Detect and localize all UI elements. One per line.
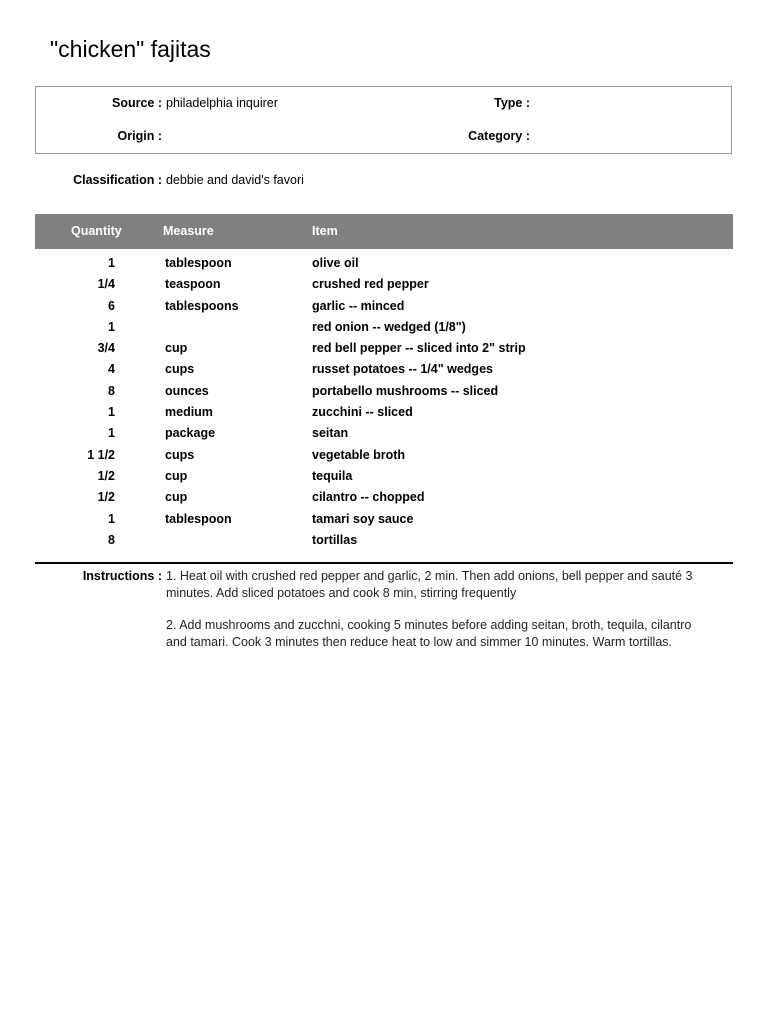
- ingredient-item: portabello mushrooms -- sliced: [312, 383, 499, 398]
- ingredient-quantity: 1: [108, 511, 115, 526]
- ingredients-table-body: [0, 255, 768, 553]
- instruction-step: 2. Add mushrooms and zucchni, cooking 5 minutes before adding seitan, broth, tequila, cilantro and tamari. Cook 3 minutes then reduce heat to low and simmer 10 minutes. Warm tortillas.: [166, 618, 692, 649]
- ingredient-quantity: 1/4: [97, 277, 115, 292]
- table-row: [0, 447, 768, 468]
- ingredient-item: tamari soy sauce: [312, 511, 414, 526]
- meta-row-origin-category: [36, 128, 733, 144]
- ingredient-measure: tablespoons: [165, 298, 239, 313]
- recipe-meta-box: [35, 86, 732, 154]
- ingredient-item: red bell pepper -- sliced into 2" strip: [312, 341, 526, 356]
- ingredient-measure: cups: [165, 447, 195, 462]
- ingredient-quantity: 1: [108, 256, 115, 270]
- ingredient-item: red onion -- wedged (1/8"): [312, 319, 466, 334]
- ingredient-item: garlic -- minced: [312, 298, 405, 313]
- ingredient-item: tequila: [312, 468, 353, 483]
- ingredient-measure: cup: [165, 341, 188, 356]
- classification-value: debbie and david's favori: [166, 173, 304, 187]
- table-row: [0, 468, 768, 489]
- ingredient-measure: cup: [165, 490, 188, 505]
- table-row: [0, 511, 768, 532]
- ingredient-quantity: 1: [108, 319, 115, 334]
- ingredient-quantity: 1/2: [97, 490, 115, 505]
- ingredient-quantity: 1: [108, 405, 115, 420]
- ingredient-measure: teaspoon: [165, 277, 221, 292]
- recipe-title: "chicken" fajitas: [50, 36, 211, 62]
- classification-label: Classification :: [73, 173, 162, 187]
- table-row: [0, 383, 768, 404]
- section-divider: [35, 562, 733, 564]
- table-row: [0, 532, 768, 553]
- ingredient-measure: package: [165, 426, 216, 441]
- table-row: [0, 425, 768, 446]
- table-row: [0, 298, 768, 319]
- item-column-header: Item: [312, 224, 338, 238]
- ingredient-quantity: 1/2: [97, 468, 115, 483]
- ingredient-measure: ounces: [165, 383, 209, 398]
- origin-label: Origin :: [117, 129, 162, 143]
- measure-column-header: Measure: [163, 224, 214, 238]
- table-row: [0, 340, 768, 361]
- ingredient-item: cilantro -- chopped: [312, 490, 425, 505]
- ingredient-quantity: 8: [108, 383, 115, 398]
- ingredients-table-header: [35, 214, 733, 249]
- ingredient-item: crushed red pepper: [312, 277, 429, 292]
- ingredient-item: seitan: [312, 426, 349, 441]
- table-row: [0, 361, 768, 382]
- ingredient-measure: cup: [165, 468, 188, 483]
- ingredient-quantity: 6: [108, 298, 115, 313]
- instructions-body: [166, 568, 711, 666]
- ingredient-item: russet potatoes -- 1/4" wedges: [312, 362, 493, 377]
- ingredient-quantity: 8: [108, 532, 115, 547]
- instruction-step: 1. Heat oil with crushed red pepper and garlic, 2 min. Then add onions, bell pepper and sauté 3 minutes. Add sliced potatoes and cook 8 min, stirring frequently: [166, 569, 693, 600]
- ingredient-item: vegetable broth: [312, 447, 406, 462]
- ingredient-quantity: 1 1/2: [87, 447, 115, 462]
- type-label: Type :: [494, 96, 530, 110]
- table-row: [0, 404, 768, 425]
- table-row: [0, 255, 768, 276]
- ingredient-measure: tablespoon: [165, 511, 232, 526]
- source-label: Source :: [111, 96, 162, 110]
- ingredient-quantity: 1: [108, 426, 115, 441]
- ingredient-quantity: 3/4: [97, 341, 115, 356]
- category-label: Category :: [468, 129, 530, 143]
- quantity-column-header: Quantity: [71, 224, 122, 238]
- table-row: [0, 489, 768, 510]
- table-row: [0, 319, 768, 340]
- table-row: [0, 276, 768, 297]
- ingredient-measure: medium: [165, 405, 213, 420]
- ingredient-item: zucchini -- sliced: [312, 405, 413, 420]
- meta-row-source-type: [36, 95, 733, 111]
- ingredient-item: tortillas: [312, 532, 358, 547]
- instructions-label: Instructions :: [82, 569, 162, 583]
- ingredient-measure: tablespoon: [165, 256, 232, 270]
- source-value: philadelphia inquirer: [166, 96, 278, 110]
- ingredient-item: olive oil: [312, 256, 359, 270]
- ingredient-quantity: 4: [108, 362, 115, 377]
- ingredient-measure: cups: [165, 362, 195, 377]
